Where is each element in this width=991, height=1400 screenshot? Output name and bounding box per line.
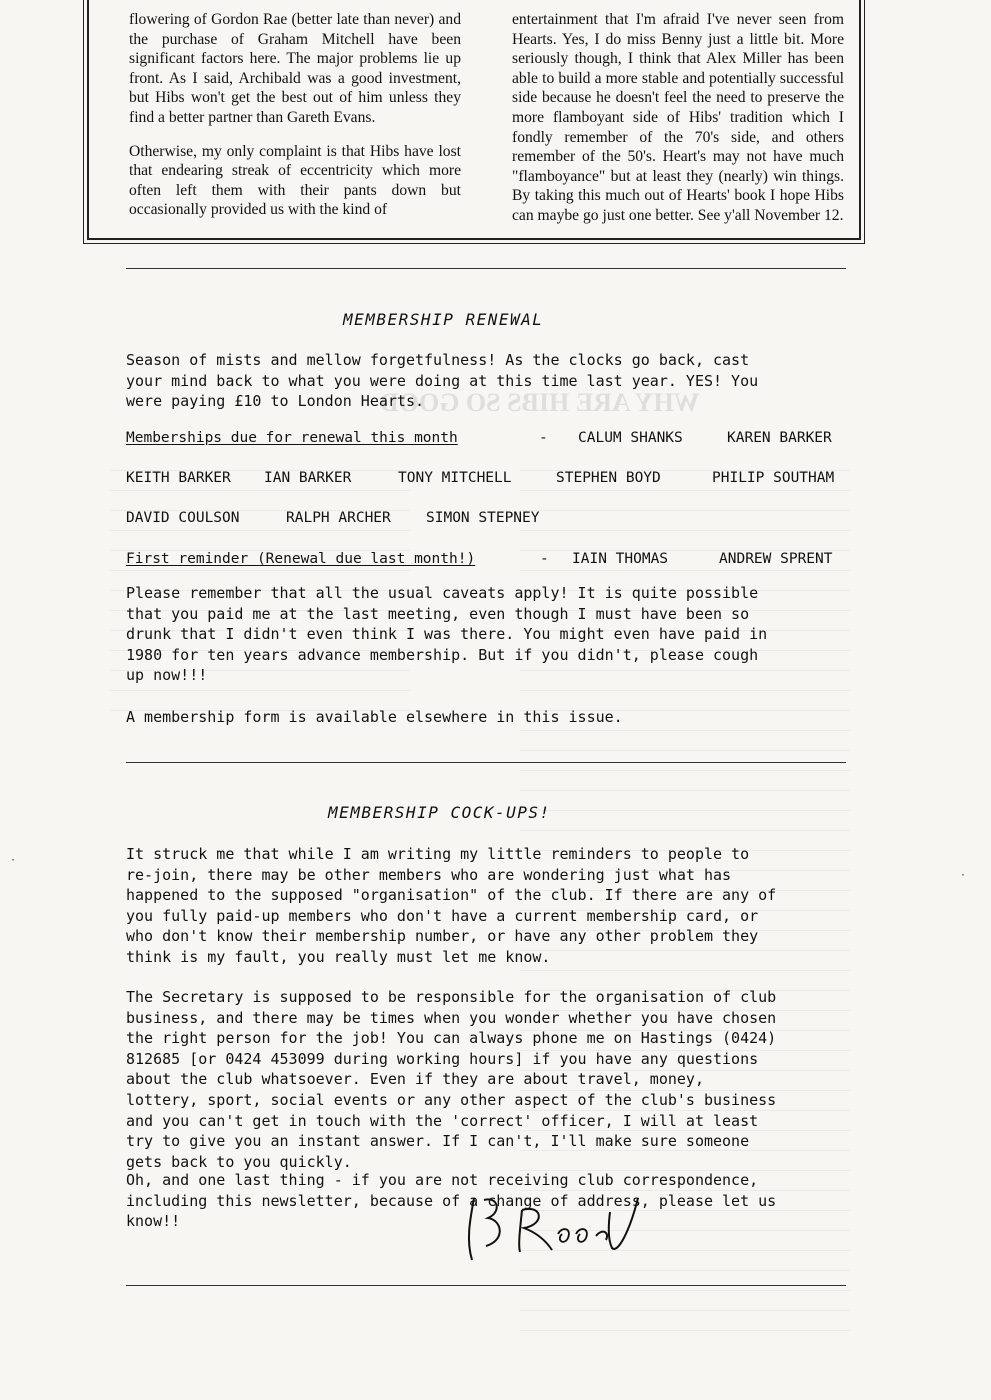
cockups-line: Oh, and one last thing - if you are not receiving club correspondence, <box>126 1171 759 1189</box>
due-label: Memberships due for renewal this month <box>126 430 458 446</box>
cockups-line: think is my fault, you really must let me know. <box>126 947 551 966</box>
member-name: KEITH BARKER <box>126 470 231 486</box>
intro-line: your mind back to what you were doing at this time last year. YES! You <box>126 371 759 390</box>
member-name: RALPH ARCHER <box>286 510 391 526</box>
reminder-dash: - <box>540 551 549 567</box>
member-name: DAVID COULSON <box>126 510 240 526</box>
cockups-line: the right person for the job! You can always phone me on Hastings (0424) <box>126 1029 777 1048</box>
scan-mark: · <box>960 870 967 881</box>
member-name: KAREN BARKER <box>727 430 832 446</box>
renewal-intro <box>126 350 846 412</box>
intro-line: Season of mists and mellow forgetfulness! As the clocks go back, cast <box>126 351 750 369</box>
cockups-paragraph-1 <box>126 844 846 968</box>
article-box <box>87 0 861 240</box>
caveat-line: 1980 for ten years advance membership. But if you didn't, please cough <box>126 645 759 664</box>
form-note-text: A membership form is available elsewhere in this issue. <box>126 708 623 726</box>
member-name: SIMON STEPNEY <box>426 510 540 526</box>
section-divider <box>126 268 846 269</box>
form-note <box>126 707 846 728</box>
section-divider <box>126 762 846 763</box>
cockups-line: and you can't get in touch with the 'correct' officer, I will at least <box>126 1111 759 1130</box>
scan-mark: · <box>10 855 17 866</box>
cockups-heading: MEMBERSHIP COCK-UPS! <box>328 803 551 822</box>
article-paragraph: Otherwise, my only complaint is that Hibs have lost that endearing streak of eccentricity which more often left them with their pants down but occasionally provided us with the kind of <box>129 142 461 219</box>
cockups-line: 812685 [or 0424 453099 during working hours] if you have any questions <box>126 1049 759 1068</box>
cockups-line: lottery, sport, social events or any other aspect of the club's business <box>126 1090 777 1109</box>
article-right-column <box>512 10 844 240</box>
member-name: CALUM SHANKS <box>578 430 683 446</box>
article-left-column <box>129 10 461 234</box>
article-paragraph: entertainment that I'm afraid I've never seen from Hearts. Yes, I do miss Benny just a little bit. More seriously though, I think that Alex Miller has been able to build a more stable and potentially successful side because he doesn't feel the need to preserve the more flamboyant side of Hibs' tradition which I fondly remember of the 70's side, and others remember of the 50's. Heart's may not have much "flamboyance" but at least they (nearly) win things. By taking this much out of Hearts' book I hope Hibs can maybe go just one better. See y'all November 12. <box>512 11 844 224</box>
due-dash: - <box>539 430 548 446</box>
cockups-line: you fully paid-up members who don't have a current membership card, or <box>126 906 759 925</box>
cockups-line: gets back to you quickly. <box>126 1152 352 1171</box>
cockups-line: happened to the supposed "organisation" of the club. If there are any of <box>126 886 777 905</box>
cockups-line: about the club whatsoever. Even if they are about travel, money, <box>126 1070 704 1089</box>
section-divider <box>126 1285 846 1286</box>
cockups-line: try to give you an instant answer. If I can't, I'll make sure someone <box>126 1132 750 1151</box>
member-name: ANDREW SPRENT <box>719 551 833 567</box>
caveat-line: up now!!! <box>126 666 208 685</box>
signature <box>462 1190 642 1265</box>
member-name: PHILIP SOUTHAM <box>712 470 835 486</box>
cockups-paragraph-2 <box>126 987 846 1172</box>
member-name: TONY MITCHELL <box>398 470 512 486</box>
cockups-line: including this newsletter, because of a change of address, please let us <box>126 1191 777 1210</box>
cockups-line: The Secretary is supposed to be responsible for the organisation of club <box>126 988 777 1006</box>
cockups-line: know!! <box>126 1212 181 1231</box>
reminder-label: First reminder (Renewal due last month!) <box>126 551 476 567</box>
caveat-line: Please remember that all the usual caveats apply! It is quite possible <box>126 584 759 602</box>
member-name: IAN BARKER <box>264 470 352 486</box>
cockups-line: business, and there may be times when you wonder whether you have chosen <box>126 1008 777 1027</box>
intro-line: were paying £10 to London Hearts. <box>126 392 425 411</box>
caveat-line: that you paid me at the last meeting, even though I must have been so <box>126 604 750 623</box>
caveat-line: drunk that I didn't even think I was there. You might even have paid in <box>126 625 768 644</box>
article-paragraph: flowering of Gordon Rae (better late than never) and the purchase of Graham Mitchell have been significant factors here. The major problems lie up front. As I said, Archibald was a good investment, but Hibs won't get the best out of him unless they find a better partner than Gareth Evans. <box>129 11 461 126</box>
caveat-paragraph <box>126 583 846 686</box>
cockups-line: It struck me that while I am writing my little reminders to people to <box>126 845 750 863</box>
cockups-line: who don't know their membership number, or have any other problem they <box>126 927 759 946</box>
member-name: IAIN THOMAS <box>572 551 669 567</box>
show-through-heading: WHY ARE HIBS SO GOOD <box>380 388 700 417</box>
renewal-heading: MEMBERSHIP RENEWAL <box>343 310 544 329</box>
cockups-line: re-join, there may be other members who are wondering just what has <box>126 865 732 884</box>
member-name: STEPHEN BOYD <box>556 470 661 486</box>
